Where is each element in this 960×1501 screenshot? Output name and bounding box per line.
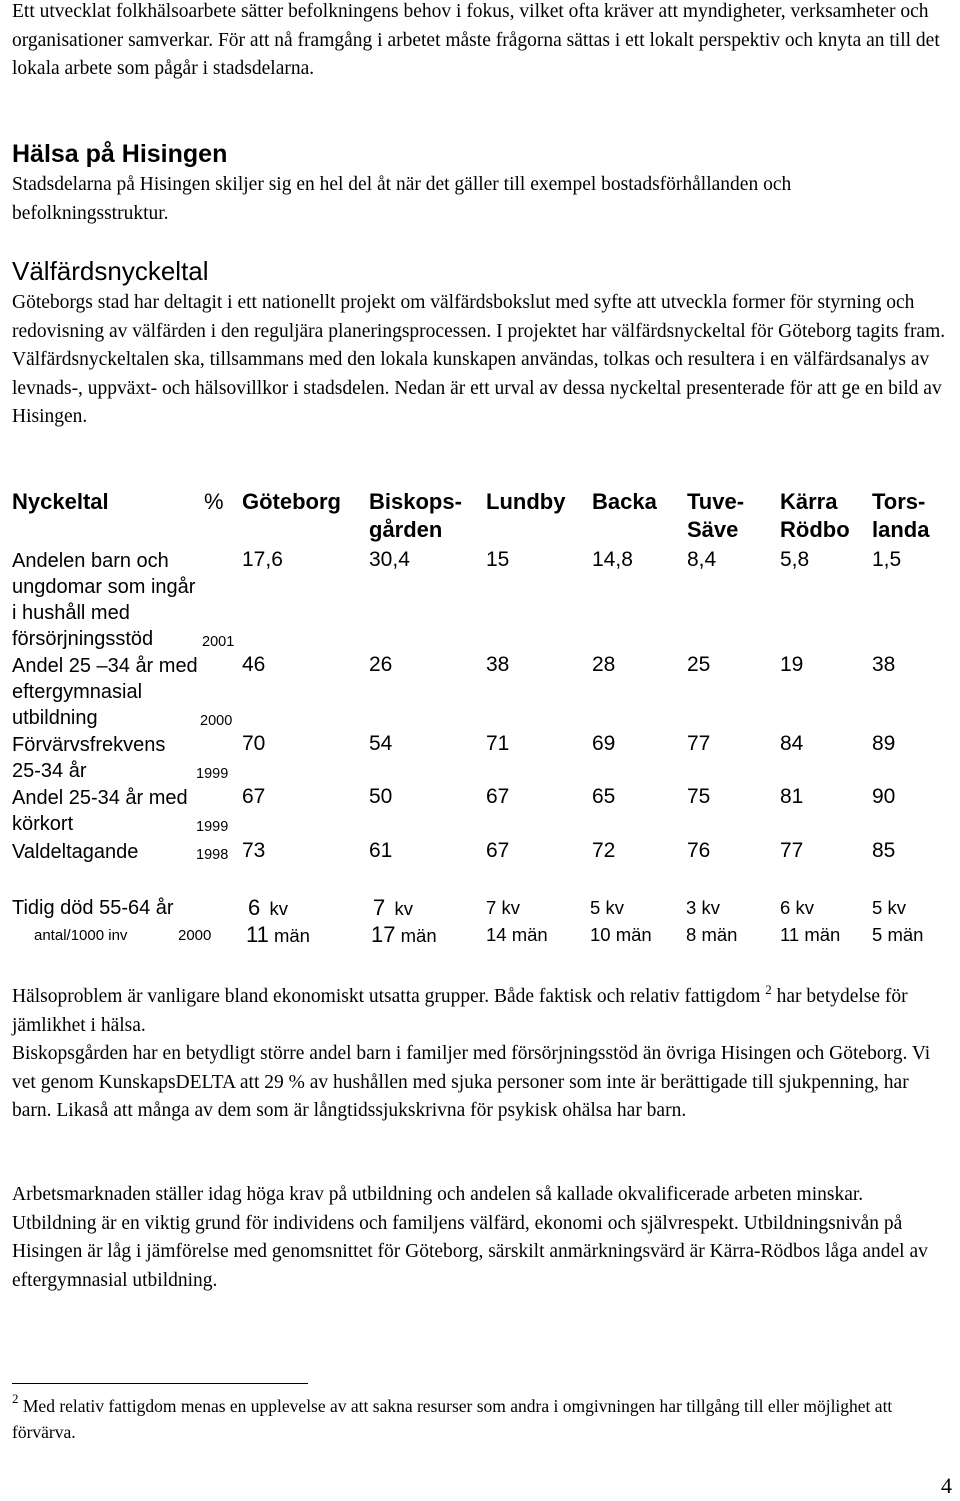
table-cell: 67	[242, 785, 266, 808]
biskopsgarden-paragraph: Biskopsgården har en betydligt större andel barn i familjer med försörjningsstöd än övriga Hisingen och Göteborg. Vi vet genom KunskapsDELTA att 29 % av hushållen med sjuka personer som inte är berättigade till sjukpenning, har barn. Likaså att många av dem som är långtidssjukskrivna för psykisk ohälsa har barn.	[12, 1043, 931, 1122]
table-cell: 30,4	[369, 548, 410, 571]
table-cell: 46	[242, 653, 266, 676]
death-cell-kv	[248, 895, 288, 921]
table-cell: 65	[592, 785, 616, 808]
kv-unit: kv	[394, 898, 413, 919]
death-row-sublabel: antal/1000 inv	[34, 927, 128, 944]
man-unit: män	[701, 924, 738, 945]
table-cell: 14,8	[592, 548, 633, 571]
row-label: Andelen barn och	[12, 550, 169, 572]
row-label: utbildning	[12, 707, 98, 729]
column-header: Kärra	[780, 489, 838, 514]
row-year: 1999	[196, 766, 229, 782]
row-label: i hushåll med	[12, 602, 130, 624]
column-header-line2: gården	[369, 517, 443, 542]
row-label: försörjningsstöd	[12, 628, 154, 650]
death-cell-kv	[590, 895, 624, 920]
table-cell: 19	[780, 653, 804, 676]
kv-count: 3	[686, 897, 697, 918]
kv-count: 7	[486, 897, 497, 918]
table-cell: 77	[687, 732, 711, 755]
footnote-divider	[12, 1383, 308, 1384]
arbetsmarknad-paragraph: Arbetsmarknaden ställer idag höga krav på utbildning och andelen så kallade okvalificerade arbeten minskar. Utbildning är en viktig grund för individens och familjens välfärd, ekonomi och självrespekt. Utbildningsnivån på Hisingen är låg i jämförelse med genomsnittet för Göteborg, särskilt anmärkningsvärd är Kärra-Rödbos låga andel av eftergymnasial utbildning.	[12, 1184, 928, 1291]
after-table-text	[12, 983, 947, 1126]
column-header: Lundby	[486, 489, 566, 514]
kv-unit: kv	[605, 897, 624, 918]
table-cell: 38	[486, 653, 510, 676]
table-cell: 84	[780, 732, 804, 755]
column-header: Biskops-	[369, 489, 462, 514]
table-cell: 81	[780, 785, 804, 808]
death-cell-man	[486, 922, 548, 947]
table-cell: 71	[486, 732, 510, 755]
poverty-text-b: har betydelse för jämlikhet i hälsa.	[12, 986, 908, 1036]
man-count: 17	[371, 922, 396, 947]
man-unit: män	[804, 924, 841, 945]
table-cell: 89	[872, 732, 896, 755]
kv-unit: kv	[701, 897, 720, 918]
row-year: 1999	[196, 819, 229, 835]
death-cell-man	[686, 922, 737, 947]
kv-unit: kv	[501, 897, 520, 918]
kv-unit: kv	[887, 897, 906, 918]
kv-count: 5	[872, 897, 883, 918]
table-cell: 72	[592, 839, 616, 862]
poverty-text-a: Hälsoproblem är vanligare bland ekonomiskt utsatta grupper. Både faktisk och relativ fattigdom	[12, 986, 761, 1007]
page-number: 4	[941, 1473, 952, 1498]
death-cell-kv	[373, 895, 413, 921]
man-unit: män	[273, 925, 310, 946]
halsa-paragraph: Stadsdelarna på Hisingen skiljer sig en hel del åt när det gäller till exempel bostadsförhållanden och befolkningsstruktur.	[12, 174, 792, 224]
table-cell: 67	[486, 785, 510, 808]
table-cell: 26	[369, 653, 393, 676]
row-label: Förvärvsfrekvens	[12, 734, 166, 756]
footnote-mark: 2	[12, 1390, 19, 1406]
man-count: 5	[872, 924, 883, 945]
column-header: Tors-	[872, 489, 926, 514]
man-unit: män	[400, 925, 437, 946]
kv-count: 6	[248, 895, 261, 920]
table-cell: 38	[872, 653, 896, 676]
death-cell-man	[872, 922, 923, 947]
row-label: Andel 25-34 år med	[12, 787, 188, 809]
kv-count: 6	[780, 897, 791, 918]
row-label: 25-34 år	[12, 760, 87, 782]
man-count: 11	[246, 922, 269, 947]
section-heading-valfard: Välfärdsnyckeltal	[12, 256, 209, 286]
table-cell: 70	[242, 732, 266, 755]
table-cell: 73	[242, 839, 266, 862]
valfard-paragraph: Göteborgs stad har deltagit i ett nationellt projekt om välfärdsbokslut med syfte att utveckla former för styrning och redovisning av välfärden i den reguljära planeringsprocessen. I projektet har välfärdsnyckeltal för Göteborg tagits fram. Välfärdsnyckeltalen ska, tillsammans med den lokala kunskapen användas, tolkas och resultera i en välfärdsanalys av levnads-, uppväxt- och hälsovillkor i stadsdelen. Nedan är ett urval av dessa nyckeltal presenterade för att ge en bild av Hisingen.	[12, 292, 946, 428]
man-count: 8	[686, 924, 697, 945]
man-count: 11	[780, 924, 800, 945]
table-cell: 54	[369, 732, 393, 755]
table-cell: 77	[780, 839, 804, 862]
table-cell: 28	[592, 653, 616, 676]
death-cell-kv	[486, 895, 520, 920]
row-label: eftergymnasial	[12, 681, 143, 703]
row-label: Andel 25 –34 år med	[12, 655, 198, 677]
table-cell: 1,5	[872, 548, 902, 571]
footnote	[12, 1390, 947, 1445]
table-cell: 50	[369, 785, 393, 808]
column-header: Göteborg	[242, 489, 341, 514]
man-unit: män	[887, 924, 924, 945]
death-cell-man	[246, 922, 310, 948]
table-cell: 69	[592, 732, 616, 755]
death-cell-man	[371, 922, 437, 948]
poverty-paragraph	[12, 983, 947, 1040]
column-header-line2: landa	[872, 517, 930, 542]
death-cell-kv	[686, 895, 720, 920]
table-cell: 85	[872, 839, 896, 862]
intro-paragraph: Ett utvecklat folkhälsoarbete sätter befolkningens behov i fokus, vilket ofta kräver att myndigheter, verksamheter och organisationer samverkar. För att nå framgång i arbetet måste frågorna sättas i ett lokalt perspektiv och knyta an till det lokala arbete som pågår i stadsdelarna.	[12, 1, 940, 80]
table-cell: 67	[486, 839, 510, 862]
table-cell: 5,8	[780, 548, 810, 571]
row-label: körkort	[12, 813, 74, 835]
header-nyckeltal: Nyckeltal	[12, 489, 109, 514]
kv-unit: kv	[269, 898, 288, 919]
kv-count: 5	[590, 897, 601, 918]
death-cell-kv	[780, 895, 814, 920]
column-header-line2: Rödbo	[780, 517, 850, 542]
kv-unit: kv	[795, 897, 814, 918]
table-cell: 17,6	[242, 548, 283, 571]
table-cell: 61	[369, 839, 393, 862]
row-label: Valdeltagande	[12, 841, 139, 863]
table-cell: 75	[687, 785, 711, 808]
row-year: 2001	[202, 634, 235, 650]
death-row-label: Tidig död 55-64 år	[12, 897, 174, 919]
death-cell-man	[590, 922, 652, 947]
man-unit: män	[615, 924, 652, 945]
column-header: Backa	[592, 489, 657, 514]
death-row-year: 2000	[178, 927, 212, 944]
kv-count: 7	[373, 895, 386, 920]
footnote-text: Med relativ fattigdom menas en upplevelse av att sakna resurser som andra i omgivningen har tillgång till eller möjlighet att förvärva.	[12, 1396, 893, 1442]
table-cell: 15	[486, 548, 510, 571]
table-cell: 90	[872, 785, 896, 808]
header-percent: %	[204, 489, 224, 514]
man-count: 14	[486, 924, 507, 945]
row-year: 1998	[196, 847, 229, 863]
table-cell: 8,4	[687, 548, 717, 571]
row-year: 2000	[200, 713, 233, 729]
death-cell-kv	[872, 895, 906, 920]
column-header-line2: Säve	[687, 517, 739, 542]
table-cell: 25	[687, 653, 711, 676]
man-unit: män	[511, 924, 548, 945]
section-heading-halsa: Hälsa på Hisingen	[12, 140, 228, 168]
footnote-ref: 2	[765, 982, 772, 998]
death-cell-man	[780, 922, 840, 947]
column-header: Tuve-	[687, 489, 745, 514]
table-cell: 76	[687, 839, 711, 862]
row-label: ungdomar som ingår	[12, 576, 196, 598]
man-count: 10	[590, 924, 611, 945]
